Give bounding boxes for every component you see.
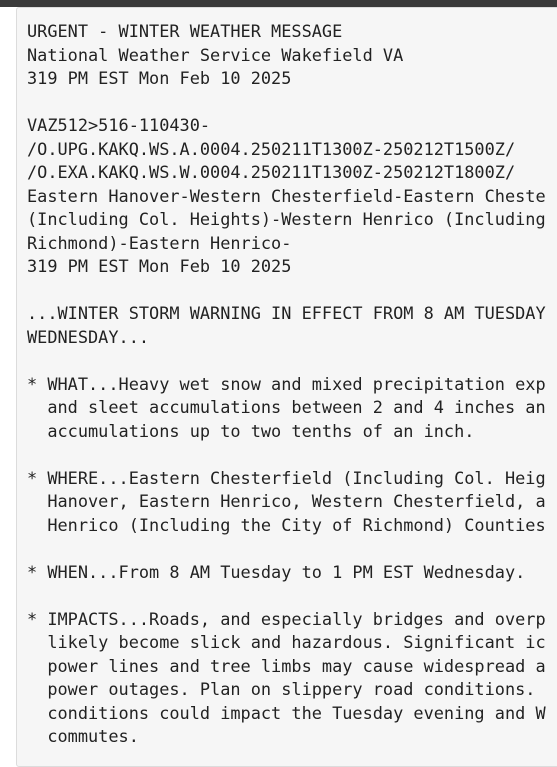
impacts-line-4: power outages. Plan on slippery road conditions. — [27, 679, 536, 699]
zone-line-4: Eastern Hanover-Western Chesterfield-Eastern Cheste — [27, 185, 546, 206]
what-line-2: and sleet accumulations between 2 and 4 inches an — [27, 397, 546, 417]
bulletin-panel — [16, 7, 557, 767]
top-bar — [0, 0, 557, 7]
bulletin-text — [27, 20, 546, 749]
headline-line-1: ...WINTER STORM WARNING IN EFFECT FROM 8 AM TUESDAY — [27, 303, 546, 323]
zone-line-3: /O.EXA.KAKQ.WS.W.0004.250211T1300Z-250212T1800Z/ — [27, 162, 516, 182]
zone-line-7: 319 PM EST Mon Feb 10 2025 — [27, 256, 292, 276]
impacts-line-2: likely become slick and hazardous. Significant ic — [27, 632, 546, 652]
zone-line-1: VAZ512>516-110430- — [27, 115, 211, 135]
header-line-1: URGENT - WINTER WEATHER MESSAGE — [27, 21, 343, 41]
what-line-3: accumulations up to two tenths of an inch. — [27, 420, 475, 441]
where-line-1: * WHERE...Eastern Chesterfield (Including Col. Heig — [27, 467, 546, 488]
impacts-line-5: conditions could impact the Tuesday evening and W — [27, 702, 546, 723]
zone-line-2: /O.UPG.KAKQ.WS.A.0004.250211T1300Z-250212T1500Z/ — [27, 138, 516, 159]
impacts-line-3: power lines and tree limbs may cause widespread a — [27, 655, 546, 676]
where-line-3: Henrico (Including the City of Richmond) Counties — [27, 514, 546, 535]
what-line-1: * WHAT...Heavy wet snow and mixed precipitation exp — [27, 373, 546, 394]
zone-line-6: Richmond)-Eastern Henrico- — [27, 232, 292, 253]
when-line-1: * WHEN...From 8 AM Tuesday to 1 PM EST Wednesday. — [27, 561, 526, 582]
header-line-2: National Weather Service Wakefield VA — [27, 44, 404, 65]
zone-line-5: (Including Col. Heights)-Western Henrico (Including — [27, 209, 546, 229]
impacts-line-1: * IMPACTS...Roads, and especially bridges and overp — [27, 608, 546, 629]
header-line-3: 319 PM EST Mon Feb 10 2025 — [27, 68, 292, 88]
impacts-line-6: commutes. — [27, 726, 139, 746]
where-line-2: Hanover, Eastern Henrico, Western Chesterfield, a — [27, 491, 546, 511]
headline-line-2: WEDNESDAY... — [27, 326, 150, 347]
